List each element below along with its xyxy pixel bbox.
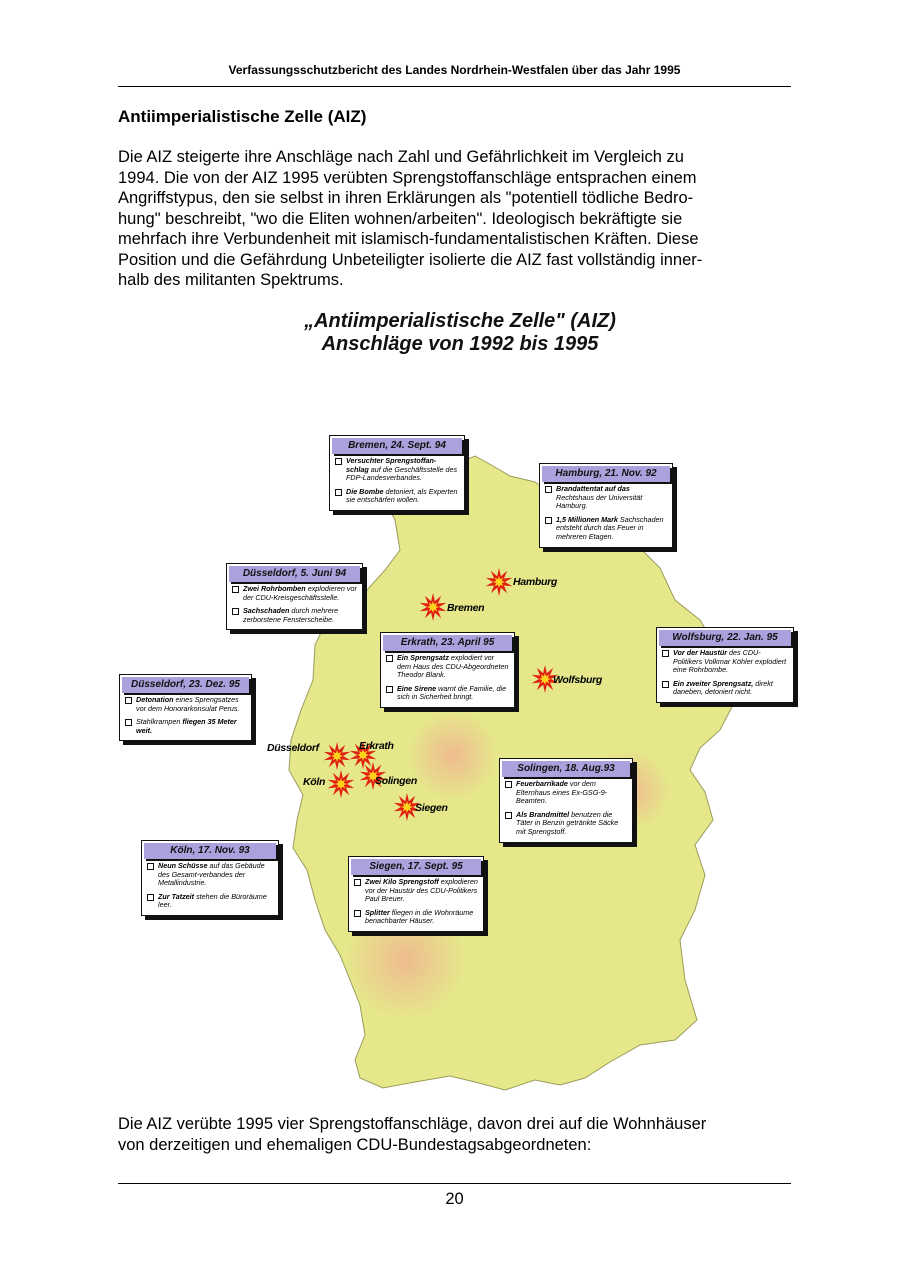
intro-line: Position und die Gefährdung Unbeteiligter isolierte die AIZ fast vollständig inner-	[118, 250, 703, 269]
event-box-item: Sachschaden durch mehrere zerborstene Fensterscheibe.	[227, 607, 362, 624]
city-label-hamburg: Hamburg	[513, 576, 557, 588]
intro-line: halb des militanten Spektrums.	[118, 271, 344, 289]
city-label-erkrath: Erkrath	[359, 740, 394, 752]
city-label-siegen: Siegen	[415, 802, 448, 814]
event-box-duesseldorf-1994	[226, 563, 363, 630]
running-header: Verfassungsschutzbericht des Landes Nordrhein-Westfalen über das Jahr 1995	[228, 63, 681, 77]
event-box-item: Eine Sirene warnt die Familie, die sich in Sicherheit bringt.	[381, 685, 514, 702]
event-box-item: Die Bombe detoniert, als Experten sie entschärfen wollen.	[330, 488, 464, 505]
event-box-title: Erkrath, 23. April 95	[383, 635, 512, 651]
event-box-siegen	[348, 856, 484, 932]
event-box-item: Als Brandmittel benutzen die Täter in Benzin getränkte Säcke mit Sprengstoff.	[500, 811, 632, 837]
event-box-duesseldorf-1995	[119, 674, 252, 741]
figure-title-line1: „Antiimperialistische Zelle" (AIZ)	[304, 310, 616, 332]
event-box-item: Zwei Rohrbomben explodieren vor der CDU-Kreisgeschäftsstelle.	[227, 585, 362, 602]
figure-title-line2: Anschläge von 1992 bis 1995	[321, 333, 599, 355]
header-rule	[118, 86, 791, 87]
intro-line: mehrfach ihre Verbundenheit mit islamisch-fundamentalistischen Kräften. Diese	[118, 230, 699, 248]
intro-line: Angriffstypus, den sie selbst in ihren Erklärungen als "potentiell tödliche Bedro-	[118, 189, 694, 207]
event-box-item: Zur Tatzeit stehen die Büroräume leer.	[142, 893, 278, 910]
footer-rule	[118, 1183, 791, 1184]
event-box-item: Neun Schüsse auf das Gebäude des Gesamt-verbandes der Metallindustrie.	[142, 862, 278, 888]
city-label-wolfsburg: Wolfsburg	[553, 674, 603, 686]
event-box-item: Vor der Haustür des CDU-Politikers Volkmar Köhler explodiert eine Rohrbombe.	[657, 649, 793, 675]
city-label-bremen: Bremen	[447, 602, 485, 614]
event-box-bremen	[329, 435, 465, 511]
event-box-title: Siegen, 17. Sept. 95	[351, 859, 481, 875]
event-box-item: Stahlkrampen fliegen 35 Meter weit.	[120, 718, 251, 735]
event-box-item: Ein Sprengsatz explodiert vor dem Haus des CDU-Abgeordneten Theodor Blank.	[381, 654, 514, 680]
event-box-item: Splitter fliegen in die Wohnräume benachbarter Häuser.	[349, 909, 483, 926]
blast-wolfsburg-core	[539, 673, 551, 685]
event-box-title: Düsseldorf, 5. Juni 94	[229, 566, 360, 582]
event-box-title: Köln, 17. Nov. 93	[144, 843, 276, 859]
event-box-erkrath	[380, 632, 515, 708]
event-box-title: Wolfsburg, 22. Jan. 95	[659, 630, 791, 646]
closing-line: von derzeitigen und ehemaligen CDU-Bundestagsabgeordneten:	[118, 1135, 592, 1154]
closing-line: Die AIZ verübte 1995 vier Sprengstoffanschläge, davon drei auf die Wohnhäuser	[118, 1115, 707, 1133]
event-box-item: Versuchter Sprengstoffan- schlag auf die Geschäftsstelle des FDP-Landesverbandes.	[330, 457, 464, 483]
event-box-item: Brandattentat auf das Rechtshaus der Universität Hamburg.	[540, 485, 672, 511]
intro-line: 1994. Die von der AIZ 1995 verübten Sprengstoffanschläge entsprachen einem	[118, 168, 697, 187]
event-box-hamburg	[539, 463, 673, 548]
event-box-title: Solingen, 18. Aug.93	[502, 761, 630, 777]
event-box-item: Ein zweiter Sprengsatz, direkt daneben, detoniert nicht.	[657, 680, 793, 697]
blast-siegen-core	[401, 801, 413, 813]
blast-hamburg-core	[493, 576, 505, 588]
city-label-solingen: Solingen	[375, 775, 417, 787]
event-box-koeln	[141, 840, 279, 916]
event-box-title: Bremen, 24. Sept. 94	[332, 438, 462, 454]
intro-line: hung" beschreibt, "wo die Eliten wohnen/arbeiten". Ideologisch bekräftigte sie	[118, 209, 683, 228]
intro-line: Die AIZ steigerte ihre Anschläge nach Zahl und Gefährlichkeit im Vergleich zu	[118, 148, 684, 166]
event-box-title: Düsseldorf, 23. Dez. 95	[122, 677, 249, 693]
section-title: Antiimperialistische Zelle (AIZ)	[118, 107, 367, 126]
event-box-title: Hamburg, 21. Nov. 92	[542, 466, 670, 482]
event-box-item: 1,5 Millionen Mark Sachschaden entsteht durch das Feuer in mehreren Etagen.	[540, 516, 672, 542]
event-box-solingen	[499, 758, 633, 843]
city-label-duesseldorf: Düsseldorf	[267, 742, 319, 754]
event-box-item: Feuerbarrikade vor dem Elternhaus eines Ex-GSG-9-Beamten.	[500, 780, 632, 806]
intro-paragraph	[118, 147, 798, 291]
page-number: 20	[445, 1190, 464, 1208]
closing-paragraph	[118, 1114, 798, 1155]
blast-bremen-core	[427, 601, 439, 613]
aiz-attacks-map-figure	[115, 300, 805, 1100]
event-box-item: Detonation eines Sprengsatzes vor dem Honorarkonsulat Perus.	[120, 696, 251, 713]
event-box-item: Zwei Kilo Sprengstoff explodieren vor der Haustür des CDU-Politikers Paul Breuer.	[349, 878, 483, 904]
event-box-wolfsburg	[656, 627, 794, 703]
city-label-koeln: Köln	[303, 776, 326, 788]
